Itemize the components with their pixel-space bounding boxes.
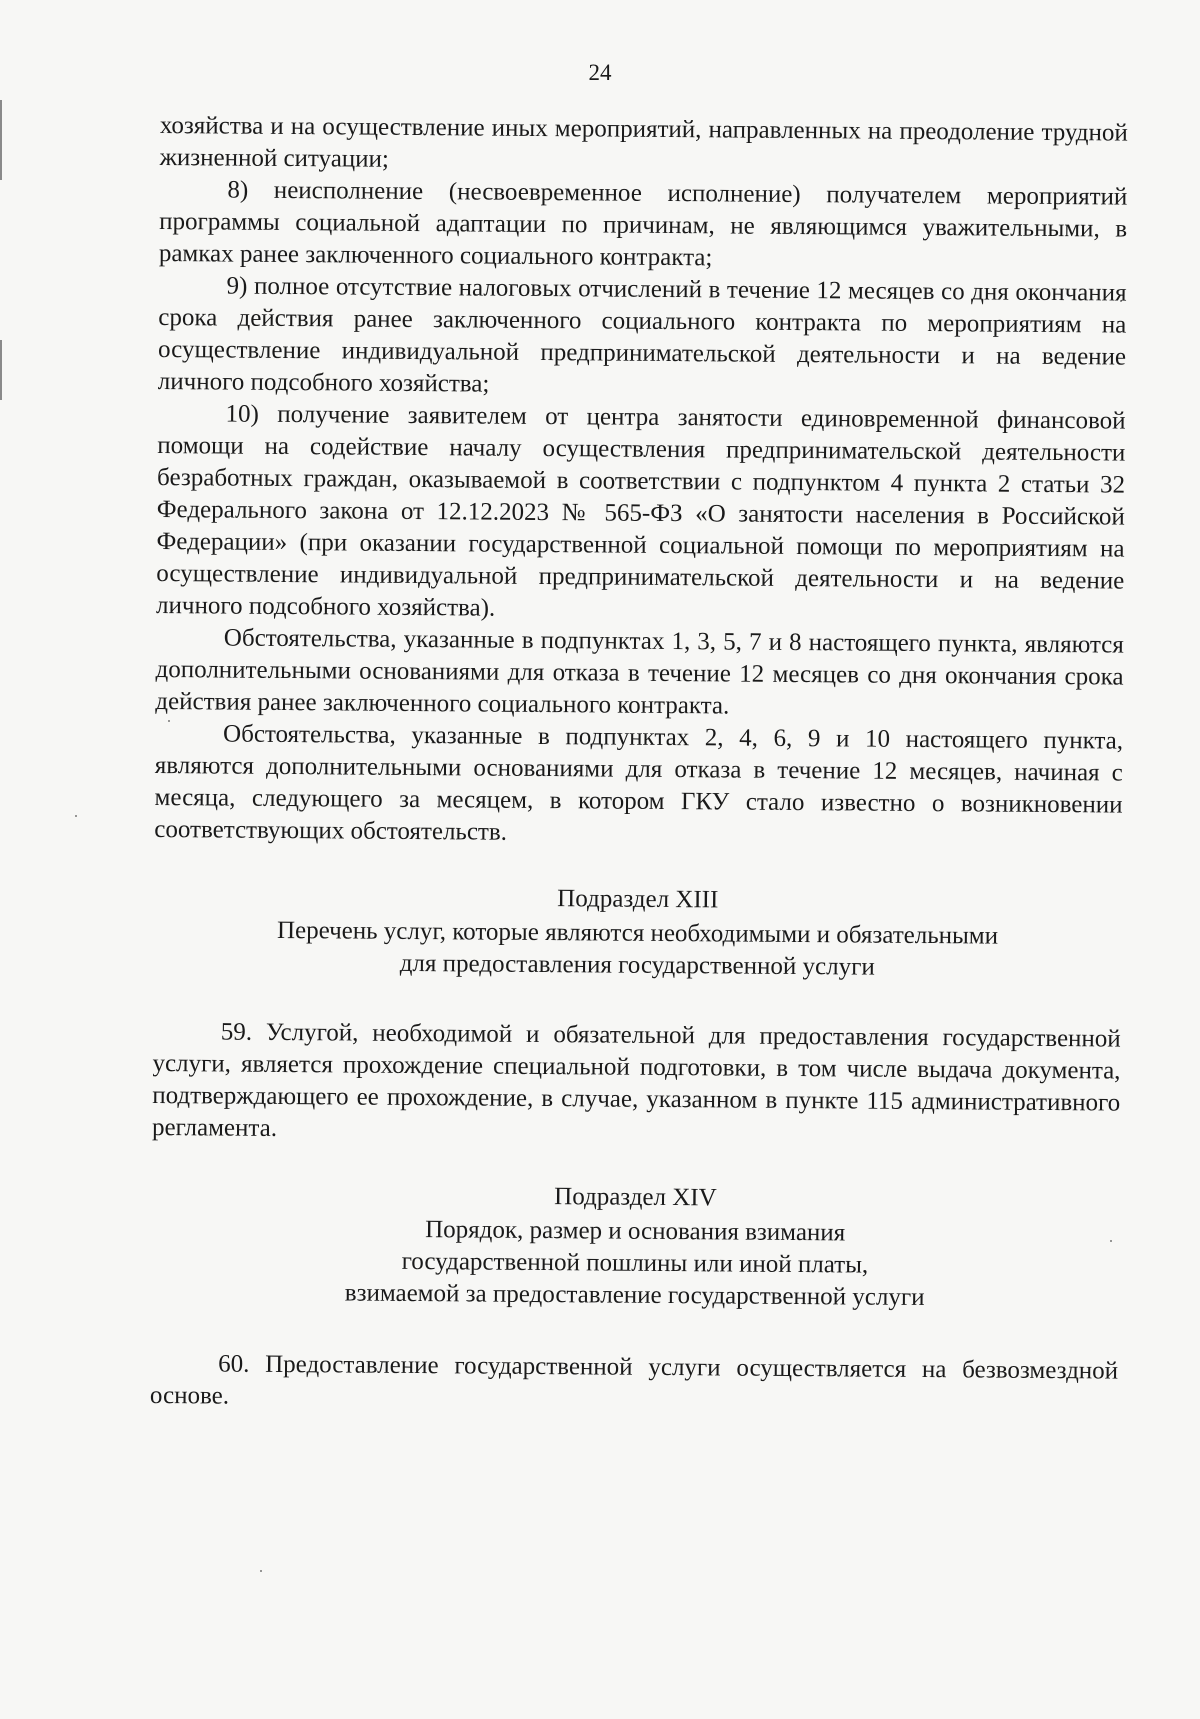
page-number: 24 [588, 60, 612, 85]
section-13-label: Подраздел XIII [557, 885, 719, 914]
section-13-heading [153, 880, 1122, 986]
section-14-title-line-1: Порядок, размер и основания взимания [425, 1216, 846, 1247]
scan-edge-mark [0, 100, 2, 180]
paragraph-60: 60. Предоставление государственной услуги осуществляется на безвозмездной основе. [149, 1350, 1119, 1410]
paragraph-item-10: 10) получение заявителем от центра занятости единовременной финансовой помощи на содействие началу осуществления предпринимательской деятельности безработных граждан, оказываемой в соответствии с подпунктом 4 пункта 2 статьи 32 Федерального закона от 12.12.2023 № 565-ФЗ «О занятости населения в Российской Федерации» (при оказании государственной социальной помощи по мероприятиям на осуществление индивидуальной предпринимательской деятельности и на ведение личного подсобного хозяйства). [156, 400, 1126, 622]
paragraph-continuation: хозяйства и на осуществление иных мероприятий, направленных на преодоление трудной жизненной ситуации; [159, 111, 1128, 173]
paragraph-59: 59. Услугой, необходимой и обязательной для предоставления государственной услуги, является прохождение специальной подготовки, в том числе выдача документа, подтверждающего ее прохождение, в случае, указанном в пункте 115 административного регламента. [151, 1018, 1121, 1142]
paragraph-circumstances-1: Обстоятельства, указанные в подпунктах 1, 3, 5, 7 и 8 настоящего пункта, являются дополнительными основаниями для отказа в течение 12 месяцев со дня окончания срока действия ранее заключенного социального контракта. [155, 624, 1124, 720]
scan-speck [260, 1570, 262, 1572]
section-14-title-line-3: взимаемой за предоставление государственной услуги [344, 1279, 925, 1312]
scan-edge-mark [0, 340, 2, 400]
section-13-title-line-2: для предоставления государственной услуги [399, 949, 875, 981]
section-14-title-line-2: государственной пошлины или иной платы, [401, 1247, 869, 1279]
paragraph-item-8: 8) неисполнение (несвоевременное исполнение) получателем мероприятий программы социальной адаптации по причинам, не являющимся уважительными, в рамках ранее заключенного социального контракта; [158, 176, 1128, 272]
document-body [150, 110, 1128, 1420]
paragraph-item-9: 9) полное отсутствие налоговых отчислений в течение 12 месяцев со дня окончания срока действия ранее заключенного социального контракта по мероприятиям на осуществление индивидуальной предпринимательской деятельности и на ведение личного подсобного хозяйства; [157, 272, 1127, 398]
section-14-heading [151, 1178, 1120, 1316]
section-13-title-line-1: Перечень услуг, которые являются необходимыми и обязательными [276, 916, 999, 950]
scan-speck [75, 815, 77, 817]
section-14-label: Подраздел XIV [554, 1183, 717, 1212]
paragraph-circumstances-2: Обстоятельства, указанные в подпунктах 2, 4, 6, 9 и 10 настоящего пункта, являются дополнительными основаниями для отказа в течение 12 месяцев, начиная с месяца, следующего за месяцем, в котором ГКУ стало известно о возникновении соответствующих обстоятельств. [154, 720, 1124, 846]
